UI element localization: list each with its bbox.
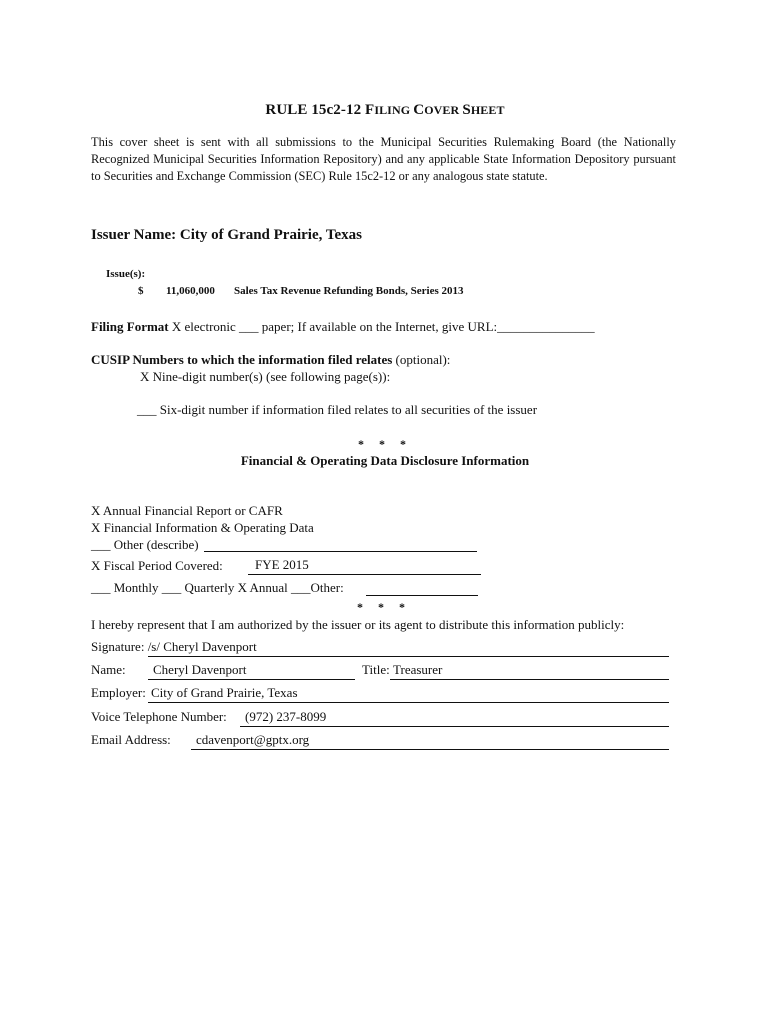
filing-format xyxy=(91,319,595,335)
issue-amount: 11,060,000 xyxy=(166,285,215,297)
annual-report-item: X Annual Financial Report or CAFR xyxy=(91,503,283,518)
phone-line xyxy=(240,726,669,727)
filing-format-text: X electronic ___ paper; If available on the Internet, give URL:_______________ xyxy=(168,319,595,334)
cusip-heading-label: CUSIP Numbers to which the information filed relates xyxy=(91,352,393,367)
section-divider-stars-2: * * * xyxy=(357,600,411,614)
phone-label: Voice Telephone Number: xyxy=(91,709,227,724)
title-label: Title: xyxy=(362,662,390,677)
issue-row xyxy=(138,285,464,297)
signature-line xyxy=(148,656,669,657)
employer-label: Employer: xyxy=(91,685,146,700)
signature-label: Signature: xyxy=(91,639,145,654)
employer-line xyxy=(148,702,669,703)
signature-value: /s/ Cheryl Davenport xyxy=(147,639,257,654)
issues-label: Issue(s): xyxy=(106,268,146,280)
issue-description: Sales Tax Revenue Refunding Bonds, Series 2013 xyxy=(234,285,464,297)
cusip-six-digit: ___ Six-digit number if information filed relates to all securities of the issuer xyxy=(137,402,538,417)
cusip-nine-digit: X Nine-digit number(s) (see following page(s)): xyxy=(140,369,391,384)
cusip-optional: (optional): xyxy=(392,352,451,367)
email-label: Email Address: xyxy=(91,732,171,747)
intro-paragraph: This cover sheet is sent with all submissions to the Municipal Securities Rulemaking Board (the Nationally Recognized Municipal Securities Information Repository) and any applicable State Information Depository pursuant to Securities and Exchange Commission (SEC) Rule 15c2-12 or any analogous state statute. xyxy=(91,135,676,183)
issue-currency: $ xyxy=(138,285,144,297)
email-value: cdavenport@gptx.org xyxy=(196,732,310,747)
issuer-name: Issuer Name: City of Grand Prairie, Texas xyxy=(91,227,362,243)
fiscal-period-value: FYE 2015 xyxy=(255,557,309,572)
financial-info-item: X Financial Information & Operating Data xyxy=(91,520,314,535)
title-value: Treasurer xyxy=(393,662,443,677)
title-line xyxy=(390,679,669,680)
frequency-item: ___ Monthly ___ Quarterly X Annual ___Other: xyxy=(91,580,344,595)
signature-field xyxy=(91,639,257,655)
other-describe-item: ___ Other (describe) xyxy=(91,537,199,552)
frequency-other-line xyxy=(366,595,478,596)
name-value: Cheryl Davenport xyxy=(153,662,247,677)
name-label: Name: xyxy=(91,662,126,677)
cusip-heading xyxy=(91,352,450,368)
name-line xyxy=(148,679,355,680)
section-title: Financial & Operating Data Disclosure Information xyxy=(240,453,530,468)
representation-statement: I hereby represent that I am authorized by the issuer or its agent to distribute this information publicly: xyxy=(91,617,625,632)
other-describe-line xyxy=(204,551,477,552)
section-divider-stars: * * * xyxy=(358,437,412,451)
phone-value: (972) 237-8099 xyxy=(245,709,327,724)
fiscal-period-label: X Fiscal Period Covered: xyxy=(91,558,223,573)
filing-format-label: Filing Format xyxy=(91,319,169,334)
employer-value: City of Grand Prairie, Texas xyxy=(151,685,298,700)
email-line xyxy=(191,749,669,750)
fiscal-period-line xyxy=(248,574,481,575)
page-title: RULE 15c2-12 FILING COVER SHEET xyxy=(265,102,505,118)
